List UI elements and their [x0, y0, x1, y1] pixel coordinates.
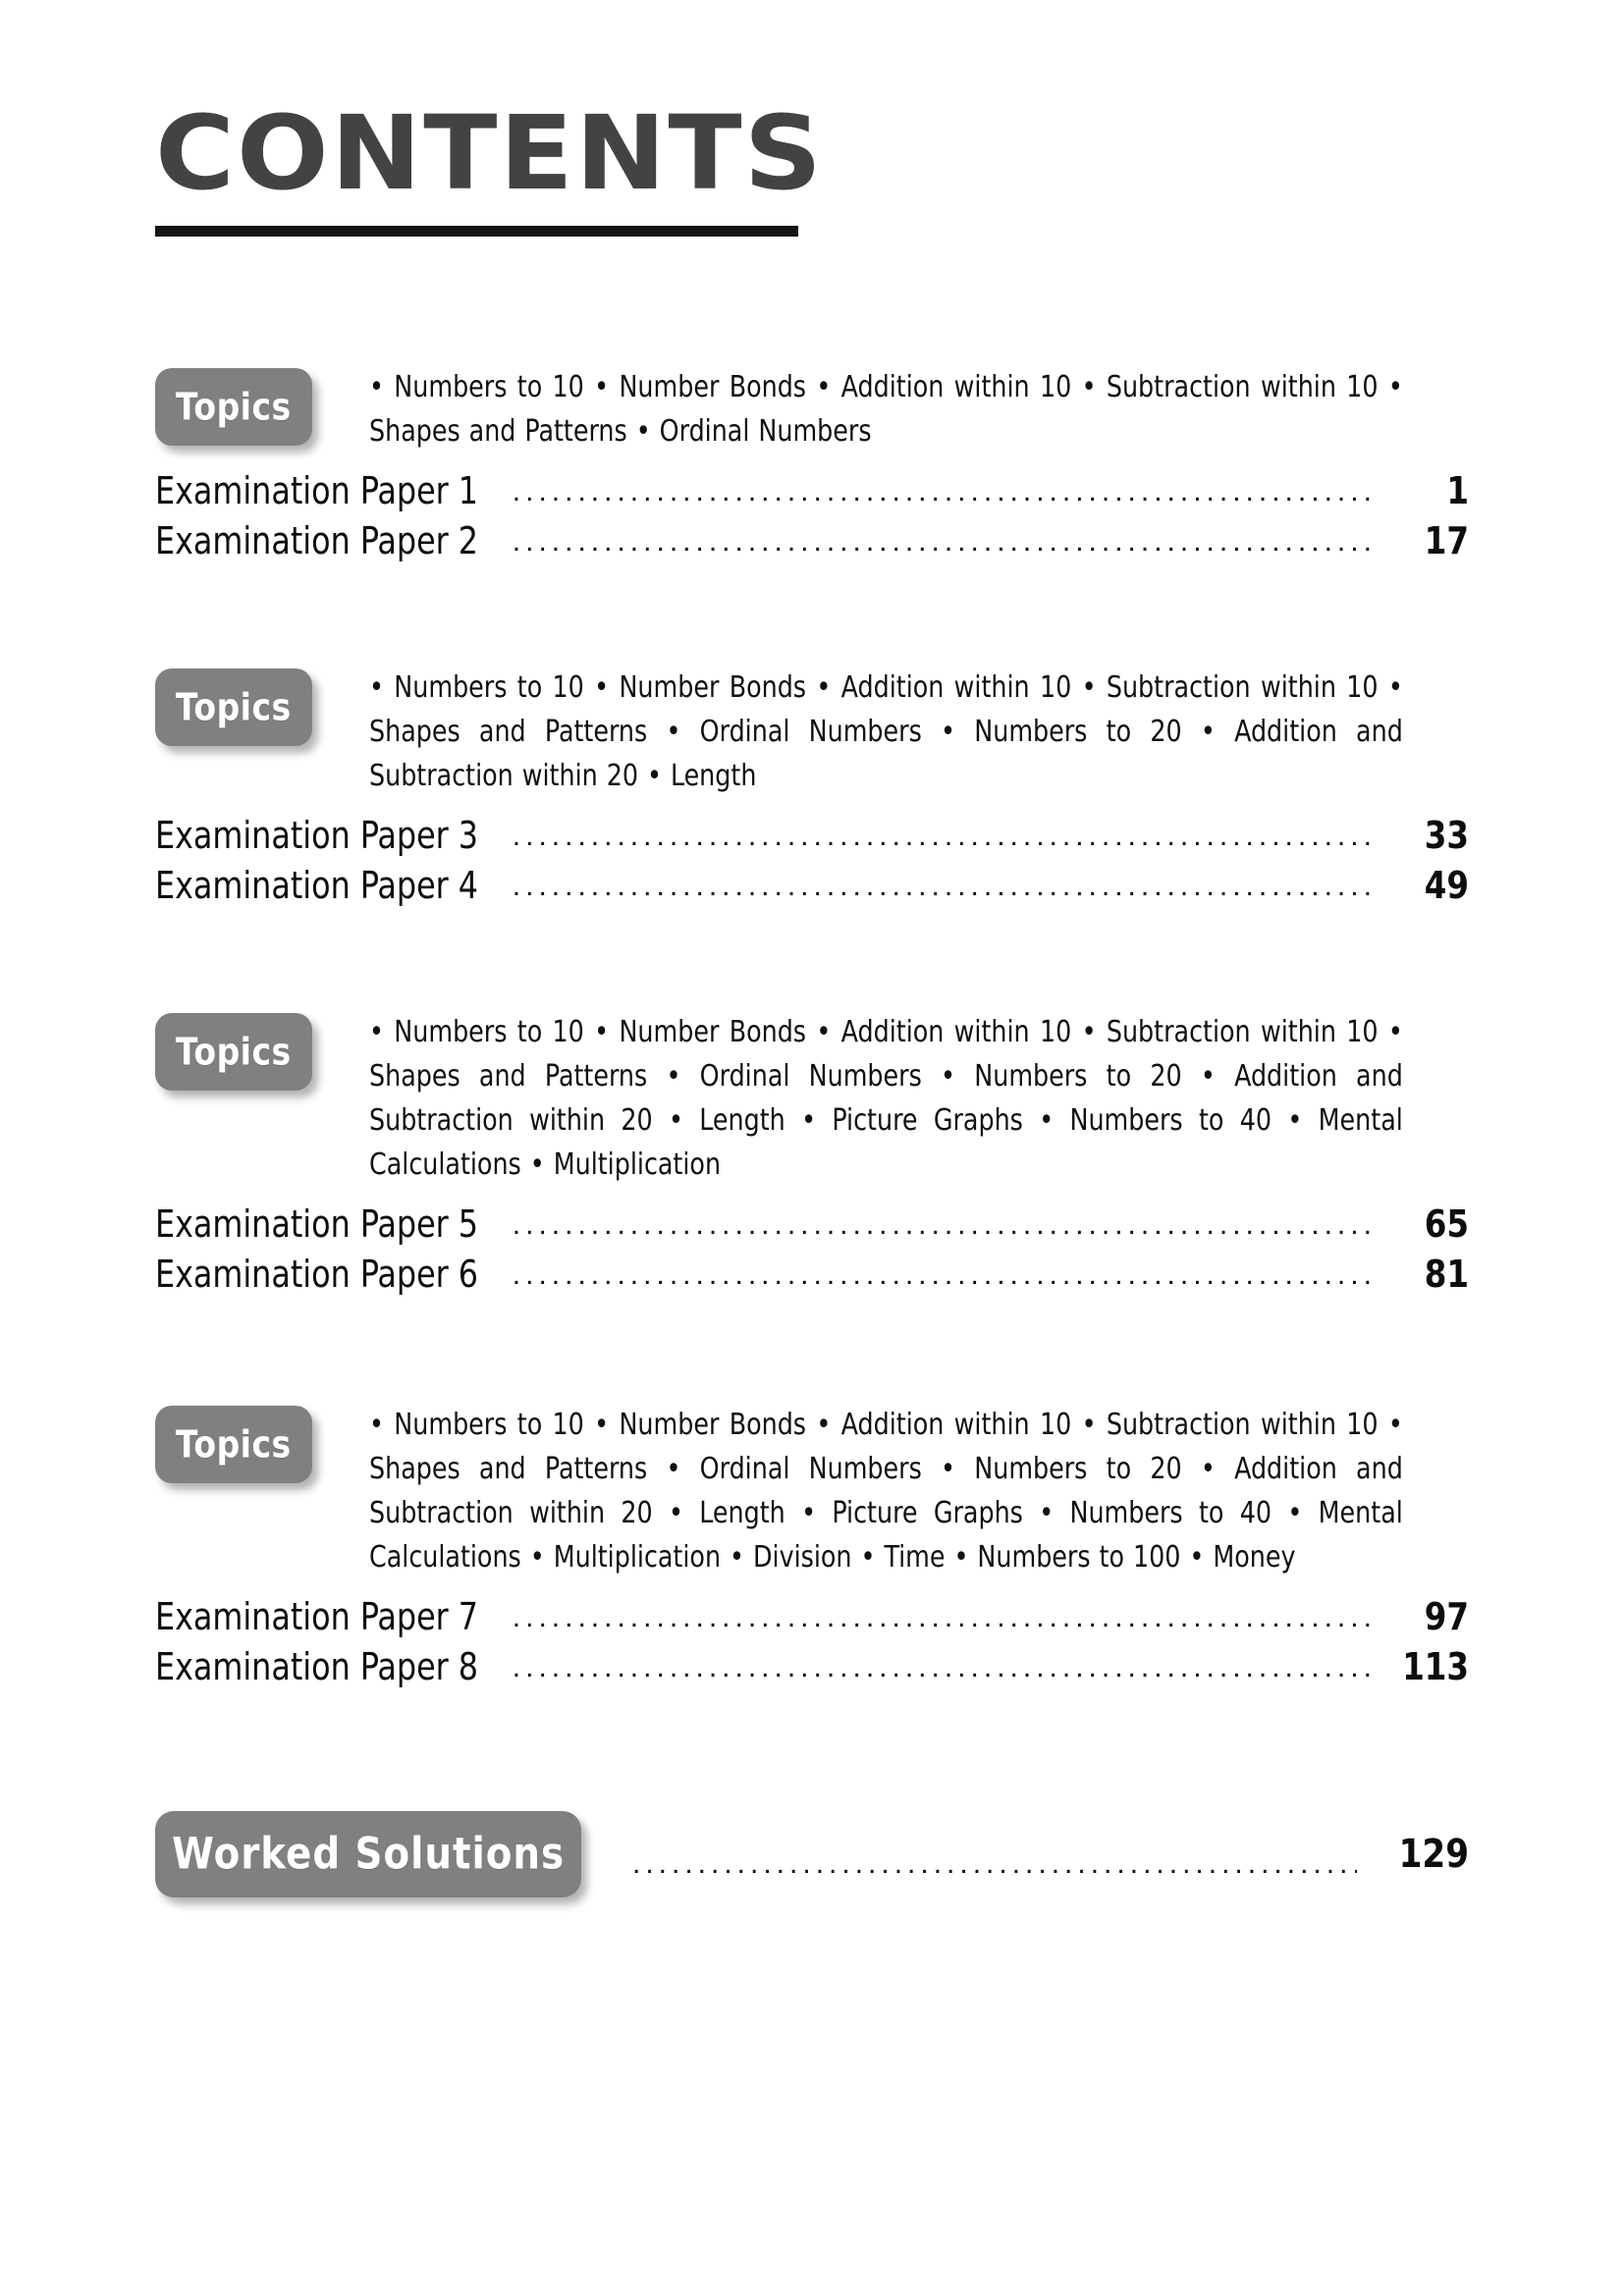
topics-list-text: • Numbers to 10 • Number Bonds • Addition within 10 • Subtraction within 10 • Shapes and Patterns • Ordinal Numbers • Numbers to 20 • Addition and Subtraction within 20 • Length • Picture Graphs • Numbers to 40 • Mental Calculations • Multiplication • Division • Time • Numbers to 100 • Money — [369, 1408, 1403, 1575]
topics-badge-label: Topics — [176, 685, 292, 729]
dot-leader — [513, 822, 1373, 851]
paper-row[interactable] — [155, 1202, 1469, 1253]
paper-page-number: 65 — [1424, 1202, 1469, 1246]
topics-list-text: • Numbers to 10 • Number Bonds • Addition within 10 • Subtraction within 10 • Shapes and Patterns • Ordinal Numbers • Numbers to 20 • Addition and Subtraction within 20 • Length — [369, 670, 1403, 793]
topics-badge — [155, 368, 312, 446]
section-topics-row — [155, 365, 1469, 454]
topics-list-text: • Numbers to 10 • Number Bonds • Addition within 10 • Subtraction within 10 • Shapes and Patterns • Ordinal Numbers • Numbers to 20 • Addition and Subtraction within 20 • Length • Picture Graphs • Numbers to 40 • Mental Calculations • Multiplication — [369, 1015, 1403, 1182]
section-spacer — [155, 1695, 1469, 1811]
topics-badge-label: Topics — [176, 385, 292, 429]
paper-page-number: 33 — [1424, 814, 1469, 857]
paper-list — [155, 469, 1469, 569]
paper-row[interactable] — [155, 1253, 1469, 1303]
topics-badge — [155, 1406, 312, 1483]
paper-row[interactable] — [155, 1645, 1469, 1695]
paper-page-number: 97 — [1424, 1595, 1469, 1638]
contents-section — [155, 1010, 1469, 1303]
topics-badge-label: Topics — [176, 1030, 292, 1074]
dot-leader — [513, 1603, 1373, 1632]
worked-solutions-row[interactable] — [155, 1811, 1469, 1897]
topics-badge — [155, 668, 312, 746]
paper-page-number: 113 — [1402, 1645, 1469, 1688]
paper-title: Examination Paper 7 — [155, 1595, 479, 1638]
paper-title: Examination Paper 6 — [155, 1253, 479, 1296]
paper-list — [155, 1595, 1469, 1695]
dot-leader — [513, 1210, 1373, 1240]
paper-page-number: 1 — [1446, 469, 1469, 512]
page-title: CONTENTS — [155, 93, 825, 213]
paper-list — [155, 814, 1469, 914]
paper-page-number: 17 — [1424, 519, 1469, 562]
paper-row[interactable] — [155, 814, 1469, 864]
paper-row[interactable] — [155, 864, 1469, 914]
contents-section — [155, 365, 1469, 569]
topics-badge-label: Topics — [176, 1422, 292, 1467]
dot-leader — [513, 527, 1373, 557]
title-underline-rule — [155, 226, 798, 237]
contents-sections — [155, 365, 1469, 1897]
section-spacer — [155, 914, 1469, 1010]
paper-title: Examination Paper 3 — [155, 814, 479, 857]
dot-leader — [513, 1260, 1373, 1290]
section-spacer — [155, 569, 1469, 666]
topics-list-text: • Numbers to 10 • Number Bonds • Addition within 10 • Subtraction within 10 • Shapes and Patterns • Ordinal Numbers — [369, 370, 1403, 449]
contents-section — [155, 1403, 1469, 1695]
section-topics-row — [155, 666, 1469, 798]
dot-leader — [513, 477, 1373, 507]
topics-badge — [155, 1013, 312, 1091]
worked-solutions-badge — [155, 1811, 581, 1897]
paper-title: Examination Paper 2 — [155, 519, 479, 562]
dot-leader — [513, 1653, 1373, 1682]
paper-title: Examination Paper 4 — [155, 864, 479, 907]
paper-page-number: 49 — [1424, 864, 1469, 907]
section-topics-row — [155, 1403, 1469, 1579]
paper-list — [155, 1202, 1469, 1303]
page-title-block — [155, 93, 960, 237]
paper-title: Examination Paper 5 — [155, 1202, 479, 1246]
paper-row[interactable] — [155, 469, 1469, 519]
paper-page-number: 81 — [1424, 1253, 1469, 1296]
worked-solutions-page-number: 129 — [1398, 1832, 1469, 1877]
paper-title: Examination Paper 8 — [155, 1645, 479, 1688]
paper-row[interactable] — [155, 1595, 1469, 1645]
dot-leader — [632, 1849, 1357, 1879]
section-topics-row — [155, 1010, 1469, 1187]
section-spacer — [155, 1303, 1469, 1403]
contents-section — [155, 666, 1469, 914]
worked-solutions-badge-label: Worked Solutions — [172, 1829, 565, 1880]
paper-row[interactable] — [155, 519, 1469, 569]
paper-title: Examination Paper 1 — [155, 469, 479, 512]
dot-leader — [513, 872, 1373, 901]
